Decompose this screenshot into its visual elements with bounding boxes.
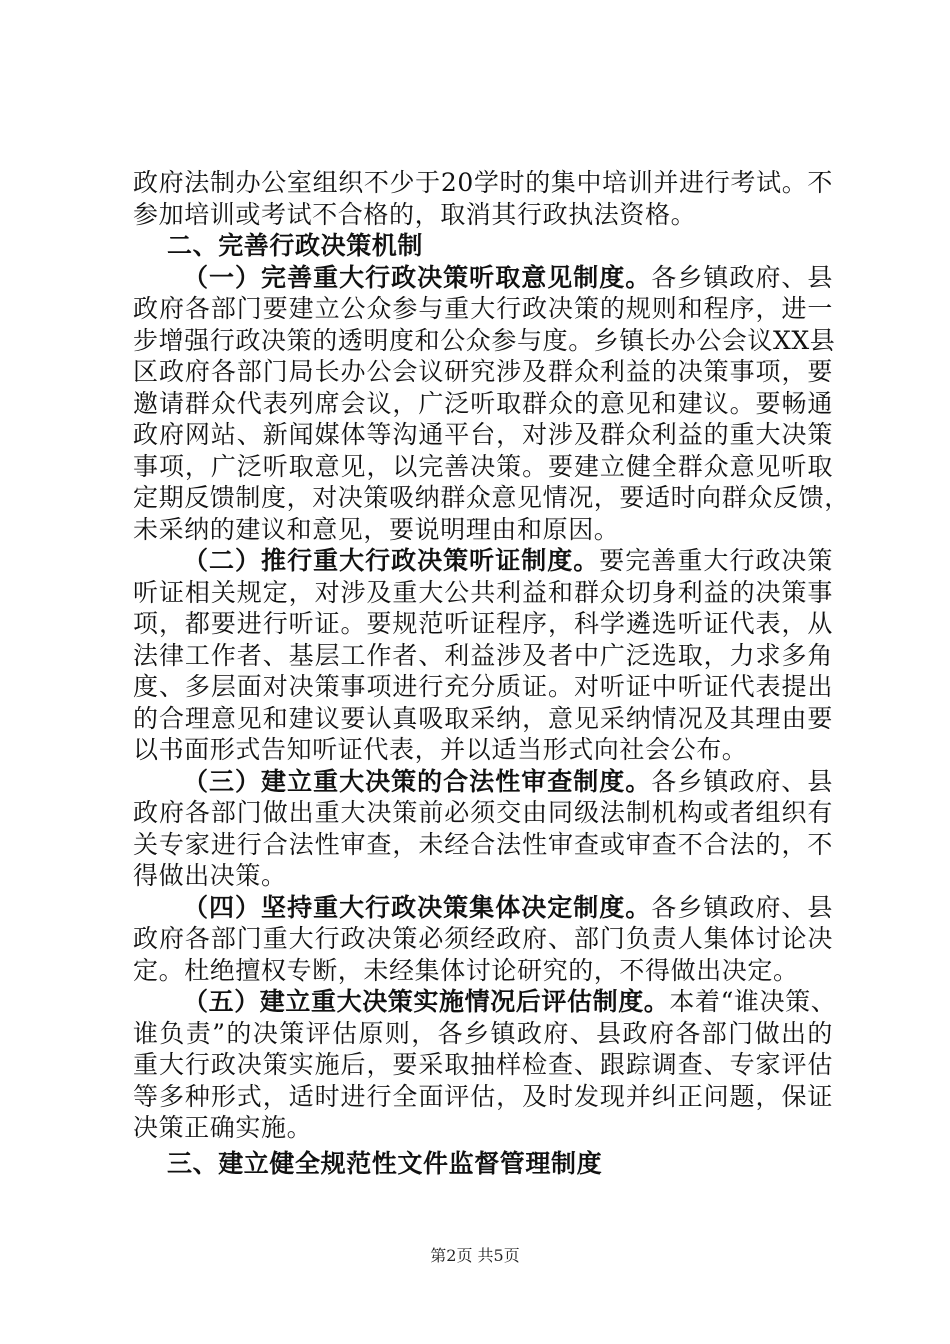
section-2-heading: 二、完善行政决策机制 bbox=[167, 231, 424, 260]
p4-line: 政府各部门重大行政决策必须经政府、部门负责人集体讨论决 bbox=[133, 924, 833, 953]
intro-line-2: 参加培训或考试不合格的，取消其行政执法资格。 bbox=[133, 199, 697, 229]
p4-title: （四）坚持重大行政决策集体决定制度。 bbox=[183, 892, 652, 922]
p1-first-rest: 各乡镇政府、县 bbox=[651, 262, 833, 292]
p5-line: 决策正确实施。 bbox=[133, 1113, 313, 1142]
document-body bbox=[133, 167, 850, 1179]
p1-line: 区政府各部门局长办公会议研究涉及群众利益的决策事项，要 bbox=[133, 357, 833, 386]
p2-line: 度、多层面对决策事项进行充分质证。对听证中听证代表提出 bbox=[133, 672, 833, 701]
p2-line: 听证相关规定，对涉及重大公共利益和群众切身利益的决策事 bbox=[133, 577, 833, 607]
page-number-label: 第2页 共5页 bbox=[430, 1246, 520, 1265]
p5-line: 重大行政决策实施后，要采取抽样检查、跟踪调查、专家评估 bbox=[133, 1050, 833, 1079]
p4-first-rest: 各乡镇政府、县 bbox=[651, 892, 833, 922]
p4-line: 定。杜绝擅权专断，未经集体讨论研究的，不得做出决定。 bbox=[133, 955, 799, 985]
p2-line: 以书面形式告知听证代表，并以适当形式向社会公布。 bbox=[133, 735, 748, 764]
p2-first-line bbox=[133, 545, 833, 577]
p3-line: 得做出决策。 bbox=[133, 861, 287, 890]
p2-line: 的合理意见和建议要认真吸取采纳，意见采纳情况及其理由要 bbox=[133, 703, 833, 733]
p5-line: 谁负责”的决策评估原则，各乡镇政府、县政府各部门做出的 bbox=[133, 1018, 833, 1048]
p3-first-rest: 各乡镇政府、县 bbox=[651, 766, 833, 796]
p1-title: （一）完善重大行政决策听取意见制度。 bbox=[183, 262, 652, 292]
p3-line: 关专家进行合法性审查，未经合法性审查或审查不合法的，不 bbox=[133, 829, 833, 859]
p1-line: 政府网站、新闻媒体等沟通平台，对涉及群众利益的重大决策 bbox=[133, 420, 833, 449]
p1-line: 政府各部门要建立公众参与重大行政决策的规则和程序，进一 bbox=[133, 294, 833, 323]
p5-line: 等多种形式，适时进行全面评估，及时发现并纠正问题，保证 bbox=[133, 1081, 833, 1111]
p1-line: 邀请群众代表列席会议，广泛听取群众的意见和建议。要畅通 bbox=[133, 388, 833, 418]
p1-line: 步增强行政决策的透明度和公众参与度。乡镇长办公会议XX县 bbox=[133, 325, 836, 355]
p1-first-line bbox=[133, 262, 833, 294]
p1-line: 定期反馈制度，对决策吸纳群众意见情况，要适时向群众反馈， bbox=[133, 483, 850, 512]
p1-line: 未采纳的建议和意见，要说明理由和原因。 bbox=[133, 514, 620, 544]
p5-title: （五）建立重大决策实施情况后评估制度。 bbox=[183, 987, 670, 1016]
p3-title: （三）建立重大决策的合法性审查制度。 bbox=[183, 766, 652, 796]
p2-line: 项，都要进行听证。要规范听证程序，科学遴选听证代表，从 bbox=[133, 609, 833, 638]
p2-title: （二）推行重大行政决策听证制度。 bbox=[183, 546, 600, 575]
p5-first-rest: 本着“谁决策、 bbox=[669, 987, 837, 1016]
p2-line: 法律工作者、基层工作者、利益涉及者中广泛选取，力求多角 bbox=[133, 640, 833, 670]
intro-line-1: 政府法制办公室组织不少于20学时的集中培训并进行考试。不 bbox=[133, 168, 833, 197]
p4-first-line bbox=[133, 892, 833, 924]
p1-line: 事项，广泛听取意见，以完善决策。要建立健全群众意见听取 bbox=[133, 451, 833, 481]
p3-line: 政府各部门做出重大决策前必须交由同级法制机构或者组织有 bbox=[133, 798, 833, 827]
page-footer bbox=[0, 1243, 950, 1266]
section-3-heading: 三、建立健全规范性文件监督管理制度 bbox=[167, 1148, 603, 1178]
p3-first-line bbox=[133, 766, 833, 798]
p2-first-rest: 要完善重大行政决策 bbox=[599, 546, 833, 575]
p5-first-line bbox=[133, 986, 837, 1018]
